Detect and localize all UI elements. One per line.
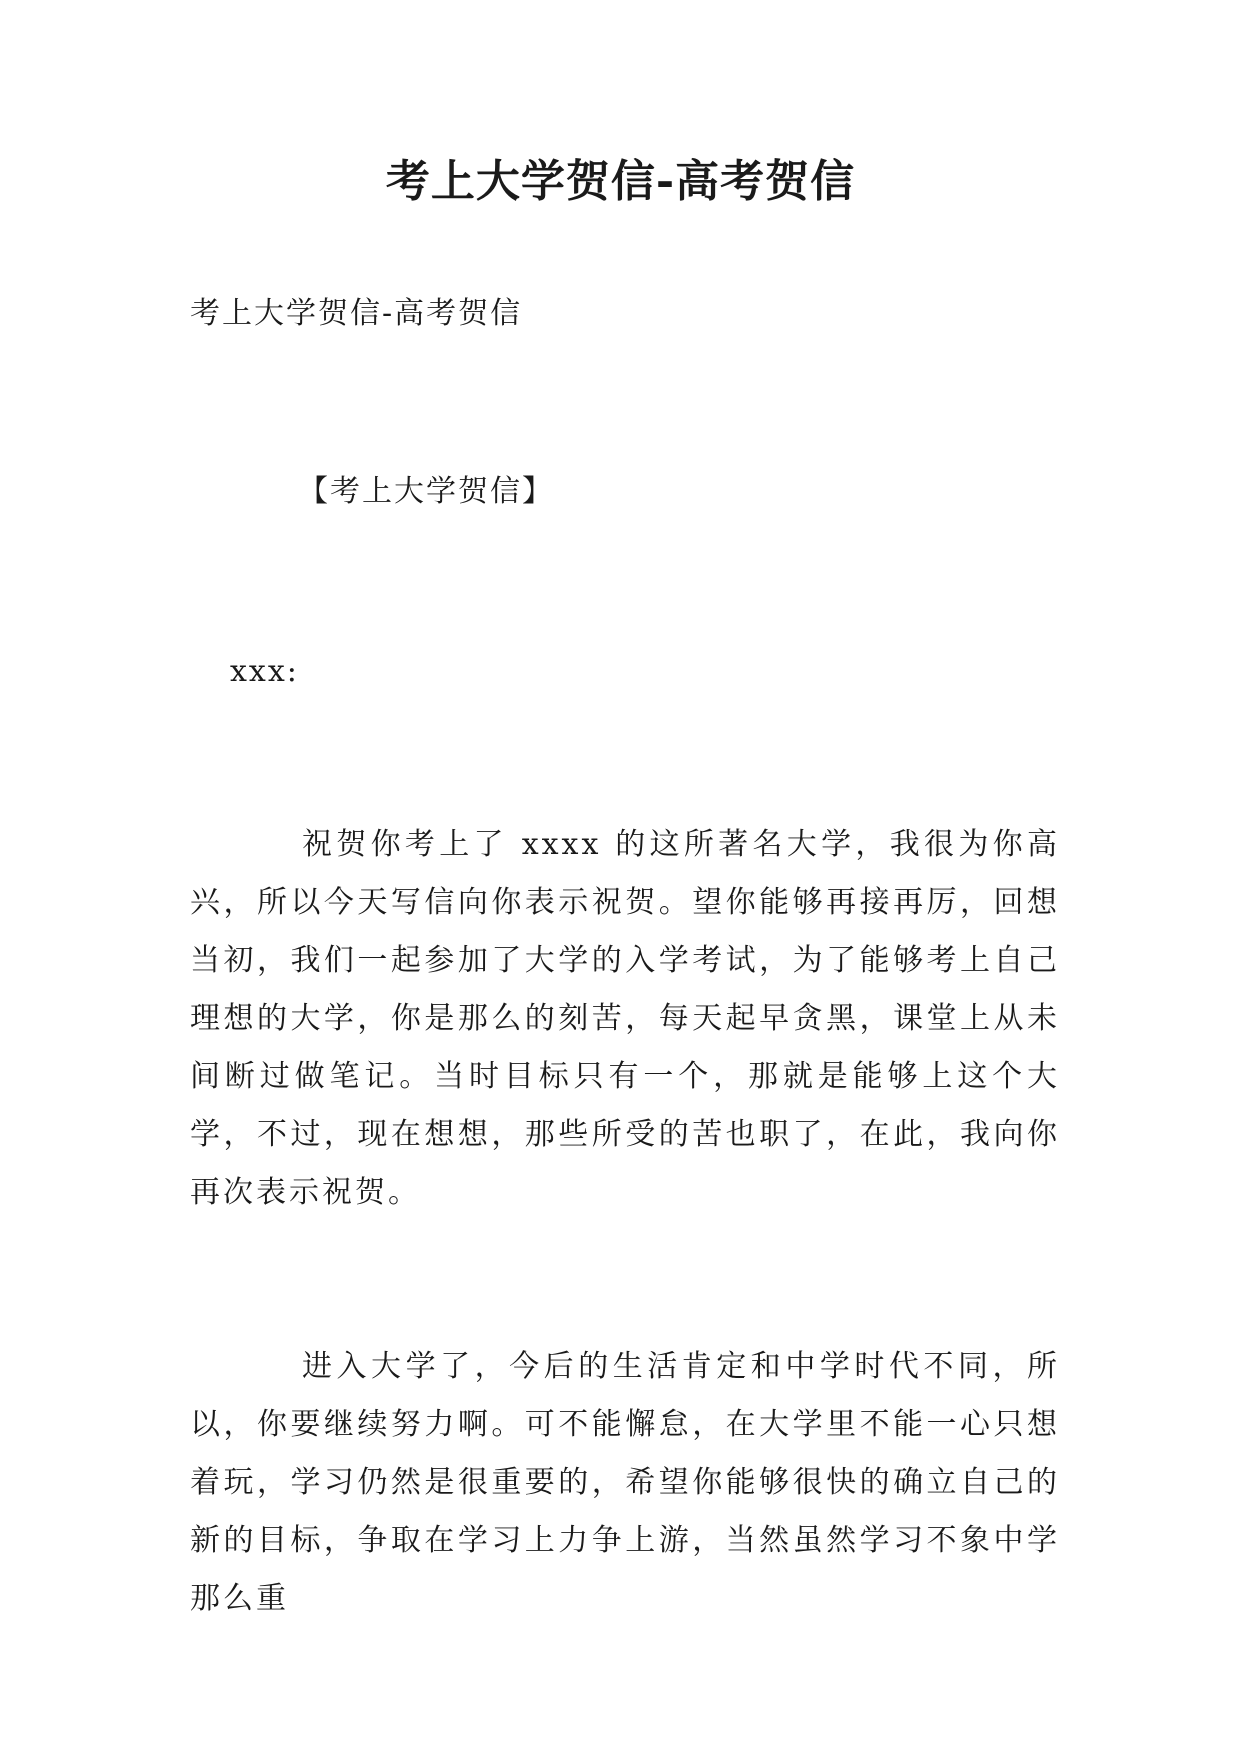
section-heading: 【考上大学贺信】 bbox=[298, 474, 554, 509]
body-paragraph-1: 祝贺你考上了 xxxx 的这所著名大学，我很为你高兴，所以今天写信向你表示祝贺。望你能够再接再厉，回想当初，我们一起参加了大学的入学考试，为了能够考上自己理想的大学，你是那么的刻苦，每天起早贪黑，课堂上从未间断过做笔记。当时目标只有一个，那就是能够上这个大学，不过，现在想想，那些所受的苦也职了，在此，我向你再次表示祝贺。 bbox=[190, 827, 1060, 1210]
letter-salutation: xxx: bbox=[230, 654, 299, 689]
body-paragraph-2: 进入大学了，今后的生活肯定和中学时代不同，所以，你要继续努力啊。可不能懈怠，在大学里不能一心只想着玩，学习仍然是很重要的，希望你能够很快的确立自己的新的目标，争取在学习上力争上游，当然虽然学习不象中学那么重 bbox=[190, 1349, 1060, 1616]
document-subtitle: 考上大学贺信-高考贺信 bbox=[190, 296, 523, 331]
document-title: 考上大学贺信-高考贺信 bbox=[385, 156, 856, 207]
